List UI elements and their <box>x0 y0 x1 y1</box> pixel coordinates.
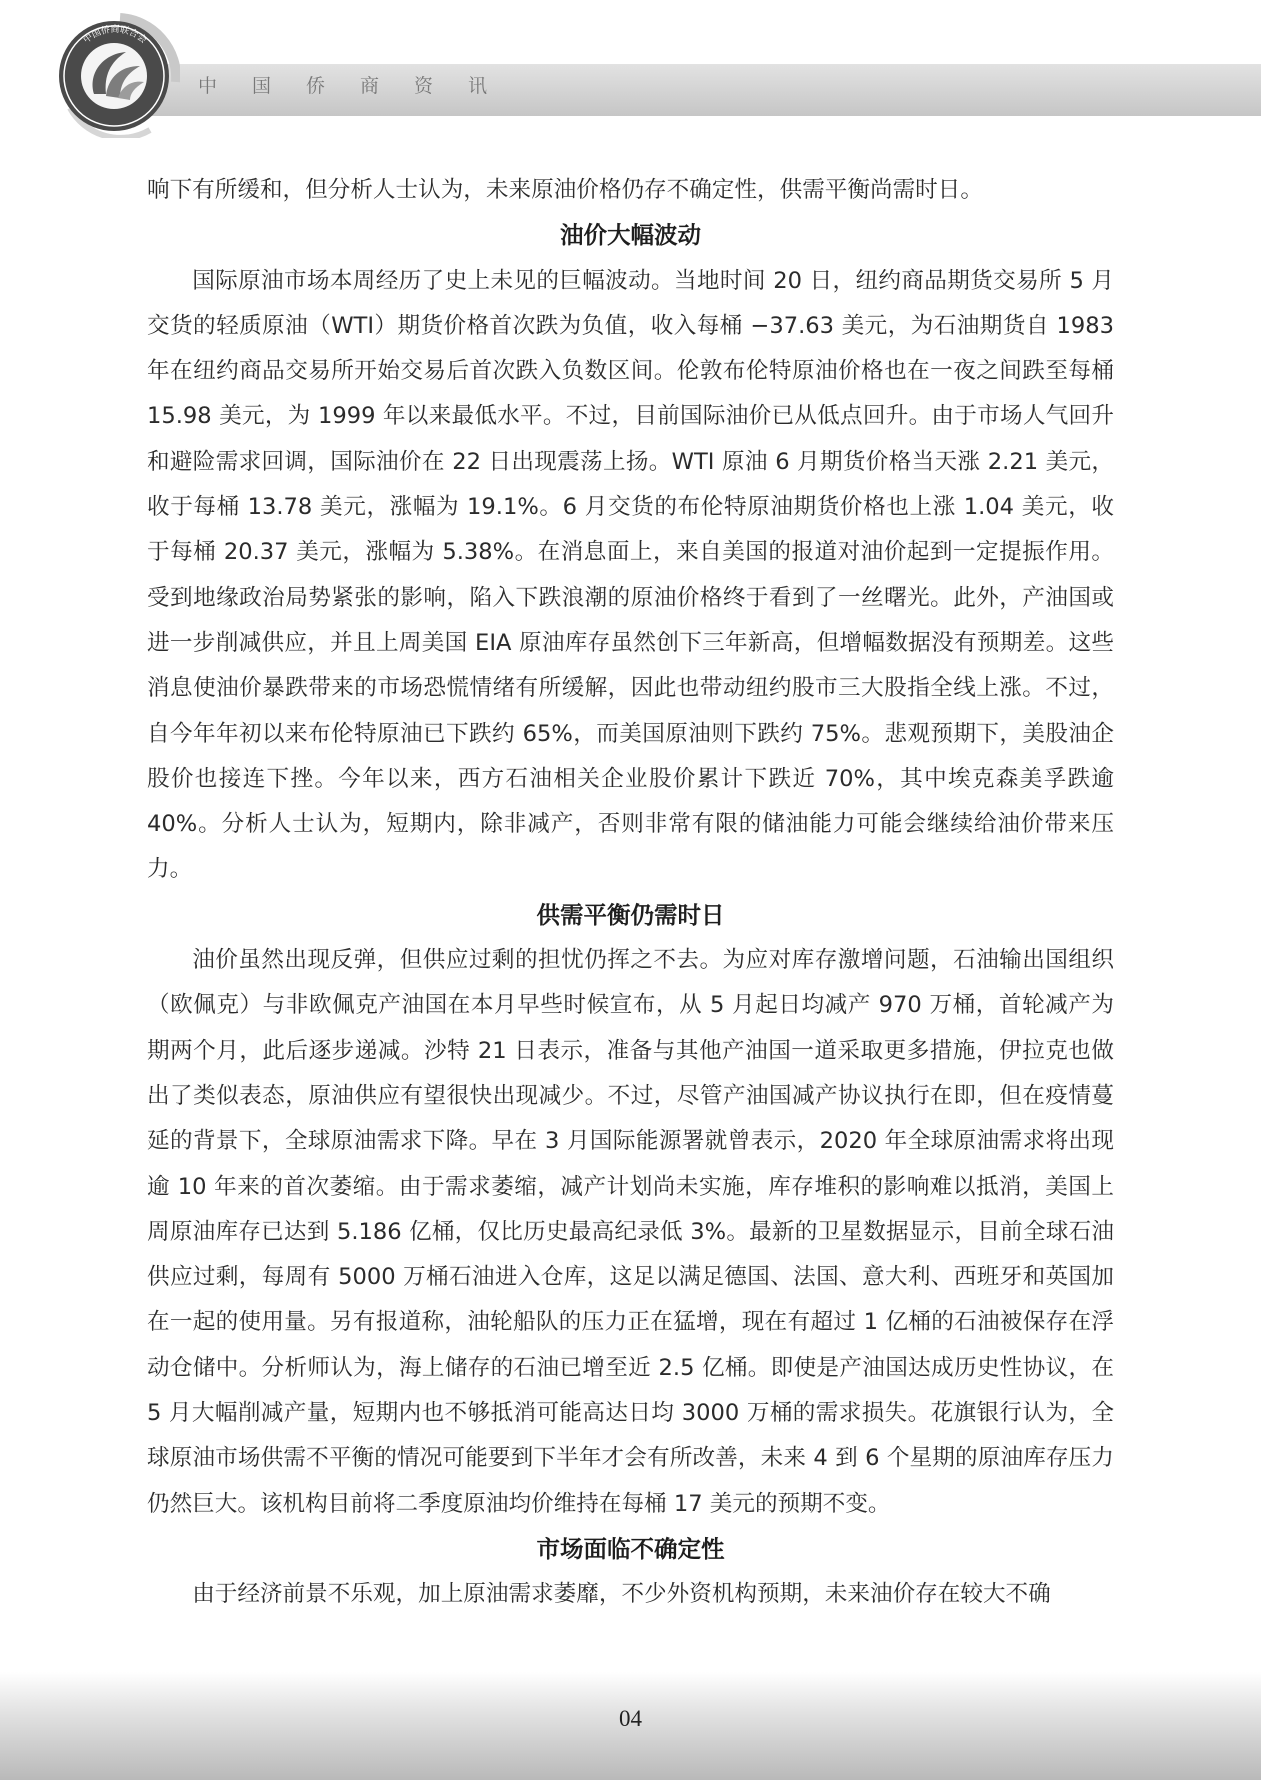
section-heading: 市场面临不确定性 <box>536 1534 725 1563</box>
paragraph: 响下有所缓和，但分析人士认为，未来原油价格仍存不确定性，供需平衡尚需时日。 <box>147 177 983 203</box>
section-heading: 供需平衡仍需时日 <box>536 900 725 929</box>
logo-emblem-icon <box>50 8 180 138</box>
header-title: 中国侨商资讯 <box>198 75 523 97</box>
page-number: 04 <box>619 1706 642 1731</box>
logo-text: 中国侨商联合会 <box>81 24 149 46</box>
paragraph: 油价虽然出现反弹，但供应过剩的担忧仍挥之不去。为应对库存激增问题，石油输出国组织（欧佩克）与非欧佩克产油国在本月早些时候宣布，从 5 月起日均减产 970 万桶，首轮减产为期两个月，此后逐步递减。沙特 21 日表示，准备与其他产油国一道采取更多措施，伊拉克也做出了类似表态，原油供应有望很快出现减少。不过，尽管产油国减产协议执行在即，但在疫情蔓延的背景下，全球原油需求下降。早在 3 月国际能源署就曾表示，2020 年全球原油需求将出现逾 10 年来的首次萎缩。由于需求萎缩，减产计划尚未实施，库存堆积的影响难以抵消，美国上周原油库存已达到 5.186 亿桶，仅比历史最高纪录低 3%。最新的卫星数据显示，目前全球石油供应过剩，每周有 5000 万桶石油进入仓库，这足以满足德国、法国、意大利、西班牙和英国加在一起的使用量。另有报道称，油轮船队的压力正在猛增，现在有超过 1 亿桶的石油被保存在浮动仓储中。分析师认为，海上储存的石油已增至近 2.5 亿桶。即使是产油国达成历史性协议，在 5 月大幅削减产量，短期内也不够抵消可能高达日均 3000 万桶的需求损失。花旗银行认为，全球原油市场供需不平衡的情况可能要到下半年才会有所改善，未来 4 到 6 个星期的原油库存压力仍然巨大。该机构目前将二季度原油均价维持在每桶 17 美元的预期不变。 <box>147 947 1114 1517</box>
paragraph: 国际原油市场本周经历了史上未见的巨幅波动。当地时间 20 日，纽约商品期货交易所 5 月交货的轻质原油（WTI）期货价格首次跌为负值，收入每桶 −37.63 美元，为石油期货自 1983 年在纽约商品交易所开始交易后首次跌入负数区间。伦敦布伦特原油价格也在一夜之间跌至每桶 15.98 美元，为 1999 年以来最低水平。不过，目前国际油价已从低点回升。由于市场人气回升和避险需求回调，国际油价在 22 日出现震荡上扬。WTI 原油 6 月期货价格当天涨 2.21 美元，收于每桶 13.78 美元，涨幅为 19.1%。6 月交货的布伦特原油期货价格也上涨 1.04 美元，收于每桶 20.37 美元，涨幅为 5.38%。在消息面上，来自美国的报道对油价起到一定提振作用。受到地缘政治局势紧张的影响，陷入下跌浪潮的原油价格终于看到了一丝曙光。此外，产油国或进一步削减供应，并且上周美国 EIA 原油库存虽然创下三年新高，但增幅数据没有预期差。这些消息使油价暴跌带来的市场恐慌情绪有所缓解，因此也带动纽约股市三大股指全线上涨。不过，自今年年初以来布伦特原油已下跌约 65%，而美国原油则下跌约 75%。悲观预期下，美股油企股价也接连下挫。今年以来，西方石油相关企业股价累计下跌近 70%，其中埃克森美孚跌逾 40%。分析人士认为，短期内，除非减产，否则非常有限的储油能力可能会继续给油价带来压力。 <box>147 267 1114 883</box>
paragraph: 由于经济前景不乐观，加上原油需求萎靡，不少外资机构预期，未来油价存在较大不确 <box>192 1581 1051 1608</box>
article-body <box>147 168 1114 1618</box>
section-heading: 油价大幅波动 <box>560 221 701 250</box>
